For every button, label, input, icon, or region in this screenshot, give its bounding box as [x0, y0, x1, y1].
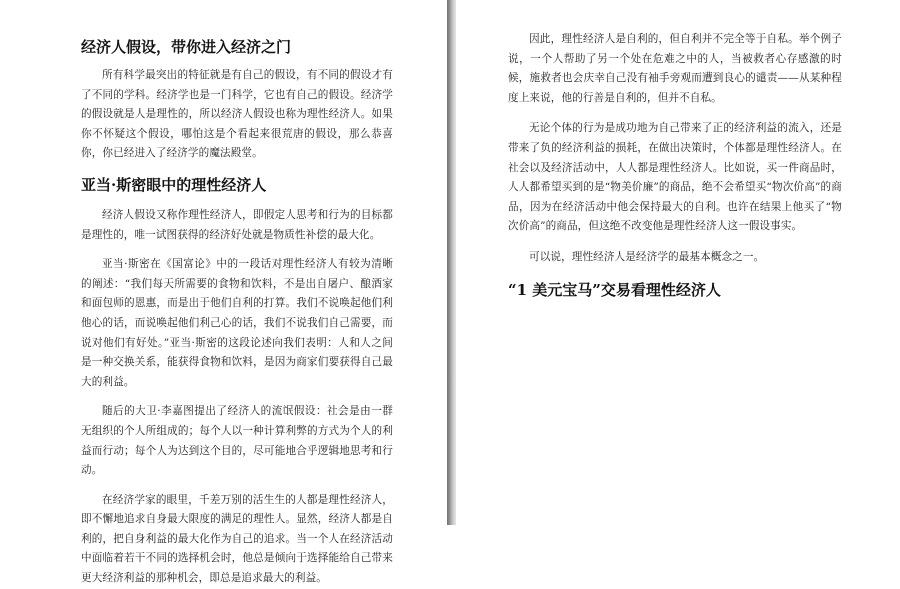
paragraph: 无论个体的行为是成功地为自己带来了正的经济利益的流入，还是带来了负的经济利益的损耗，在做出决策时，个体都是理性经济人。在社会以及经济活动中，人人都是理性经济人。比如说，买一件商品时，人人都希望买到的是“物美价廉”的商品，绝不会希望买“物次价高”的商品，因为在经济活动中他会保持最大的自利。也许在结果上他买了“物次价高”的商品，但这绝不改变他是理性经济人这一假设事实。 — [508, 122, 842, 233]
paragraph: 随后的大卫·李嘉图提出了经济人的流氓假设：社会是由一群无组织的个人所组成的；每个人以一种计算利弊的方式为个人的利益而行动；每个人为达到这个目的，尽可能地合乎逻辑地思考和行动。 — [81, 405, 393, 477]
right-page — [456, 0, 900, 525]
section-heading-economic-man: 经济人假设，带你进入经济之门 — [81, 38, 292, 56]
paragraph: 所有科学最突出的特征就是有自己的假设，有不同的假设才有了不同的学科。经济学也是一门科学，它也有自己的假设。经济学的假设就是人是理性的，所以经济人假设也称为理性经济人。如果你不怀疑这个假设，哪怕这是个看起来很荒唐的假设，那么恭喜你，你已经进入了经济学的魔法殿堂。 — [81, 69, 393, 160]
paragraph: 亚当·斯密在《国富论》中的一段话对理性经济人有较为清晰的阐述：“我们每天所需要的食物和饮料，不是出自屠户、酿酒家和面包师的恩惠，而是出于他们自利的打算。我们不说唤起他们利他心的话，而说唤起他们利己心的话，我们不说我们自己需要，而说对他们有好处。”亚当·斯密的这段论述向我们表明：人和人之间是一种交换关系，能获得食物和饮料，是因为商家们要获得自己最大的利益。 — [81, 258, 393, 388]
book-spine-gutter — [447, 0, 456, 525]
paragraph: 因此，理性经济人是自利的，但自利并不完全等于自私。举个例子说，一个人帮助了另一个处在危难之中的人，当被救者心存感激的时候，施救者也会庆幸自己没有袖手旁观而遭到良心的谴责——从某种程度上来说，他的行善是自利的，但并不自私。 — [508, 33, 842, 104]
paragraph: 在经济学家的眼里，千差万别的活生生的人都是理性经济人，即不懈地追求自身最大限度的满足的理性人。显然，经济人都是自利的，把自身利益的最大化作为自己的追求。当一个人在经济活动中面临着若干不同的选择机会时，他总是倾向于选择能给自己带来更大经济利益的那种机会，即总是追求最大的利益。 — [81, 493, 393, 585]
left-page — [0, 0, 447, 585]
section-heading-bmw-deal: “1 美元宝马”交易看理性经济人 — [508, 280, 721, 299]
paragraph: 经济人假设又称作理性经济人，即假定人思考和行为的目标都是理性的，唯一试图获得的经济好处就是物质性补偿的最大化。 — [81, 208, 393, 241]
paragraph: 可以说，理性经济人是经济学的最基本概念之一。 — [529, 250, 765, 263]
section-heading-adam-smith: 亚当·斯密眼中的理性经济人 — [81, 175, 267, 194]
